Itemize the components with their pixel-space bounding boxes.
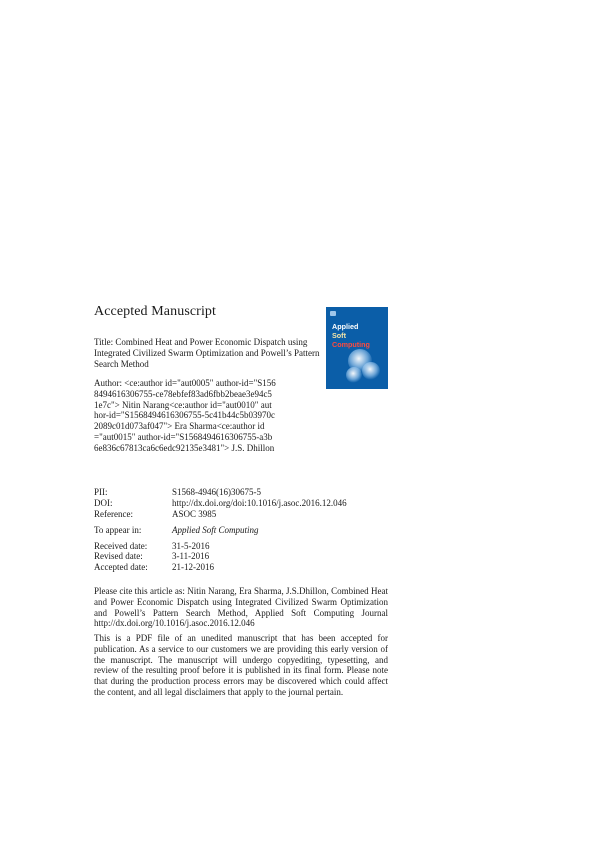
meta-label: Accepted date:	[94, 562, 148, 573]
meta-label: PII:	[94, 487, 108, 497]
meta-value: 3-11-2016	[172, 551, 210, 562]
disclaimer-paragraph: This is a PDF file of an unedited manuscript that has been accepted for publication. As a service to our customers we are providing this early version of the manuscript. The manuscript will undergo copyediting, typesetting, and review of the resulting proof before it is published in its final form. Please note that during the production process errors may be discovered which could affect the content, and all legal disclaimers that apply to the journal pertain.	[94, 633, 388, 697]
meta-row-received	[94, 541, 394, 552]
cover-bubble-graphic	[362, 362, 380, 380]
meta-row-revised	[94, 551, 394, 562]
doi-link[interactable]: http://dx.doi.org/doi:10.1016/j.asoc.2016.12.046	[172, 497, 347, 508]
page-heading: Accepted Manuscript	[94, 304, 217, 319]
journal-cover-image	[326, 307, 388, 389]
meta-row-accepted	[94, 562, 394, 573]
meta-value: 31-5-2016	[172, 540, 210, 551]
cover-title-line2: Soft	[332, 331, 346, 340]
meta-label: Revised date:	[94, 551, 143, 562]
cover-title-line1: Applied	[332, 322, 359, 331]
publisher-logo-icon	[330, 311, 336, 316]
journal-name: Applied Soft Computing	[172, 524, 259, 535]
cover-title-line3: Computing	[332, 340, 370, 349]
author-list: Author: <ce:author id="aut0005" author-id="S1568494616306755-ce78ebfef83ad6fbb2beae3e94c51e7c"> Nitin Narang<ce:author id="aut0010" author-id="S1568494616306755-5c41b44c5b03970c2089c01d073af047"> Era Sharma<ce:author id="aut0015" author-id="S1568494616306755-a3b6e836c67813ca6c6edc92135e3481"> J.S. Dhillon	[94, 378, 276, 453]
meta-value: S1568-4946(16)30675-5	[172, 487, 261, 497]
meta-row-pii	[94, 487, 394, 498]
article-metadata	[94, 487, 394, 573]
meta-row-reference	[94, 509, 394, 520]
meta-label: DOI:	[94, 497, 113, 508]
meta-label: To appear in:	[94, 524, 142, 535]
meta-value: ASOC 3985	[172, 508, 217, 519]
meta-value: 21-12-2016	[172, 562, 214, 573]
meta-row-doi	[94, 498, 394, 509]
citation-paragraph: Please cite this article as: Nitin Narang, Era Sharma, J.S.Dhillon, Combined Heat and Power Economic Dispatch using Integrated Civilized Swarm Optimization and Powell’s Pattern Search Method, Applied Soft Computing Journal http://dx.doi.org/10.1016/j.asoc.2016.12.046	[94, 586, 388, 629]
meta-label: Reference:	[94, 508, 133, 519]
meta-row-journal	[94, 525, 394, 536]
cover-bubble-graphic	[346, 367, 362, 383]
article-title: Title: Combined Heat and Power Economic Dispatch using Integrated Civilized Swarm Optimization and Powell’s Pattern Search Method	[94, 337, 320, 369]
meta-label: Received date:	[94, 540, 148, 551]
